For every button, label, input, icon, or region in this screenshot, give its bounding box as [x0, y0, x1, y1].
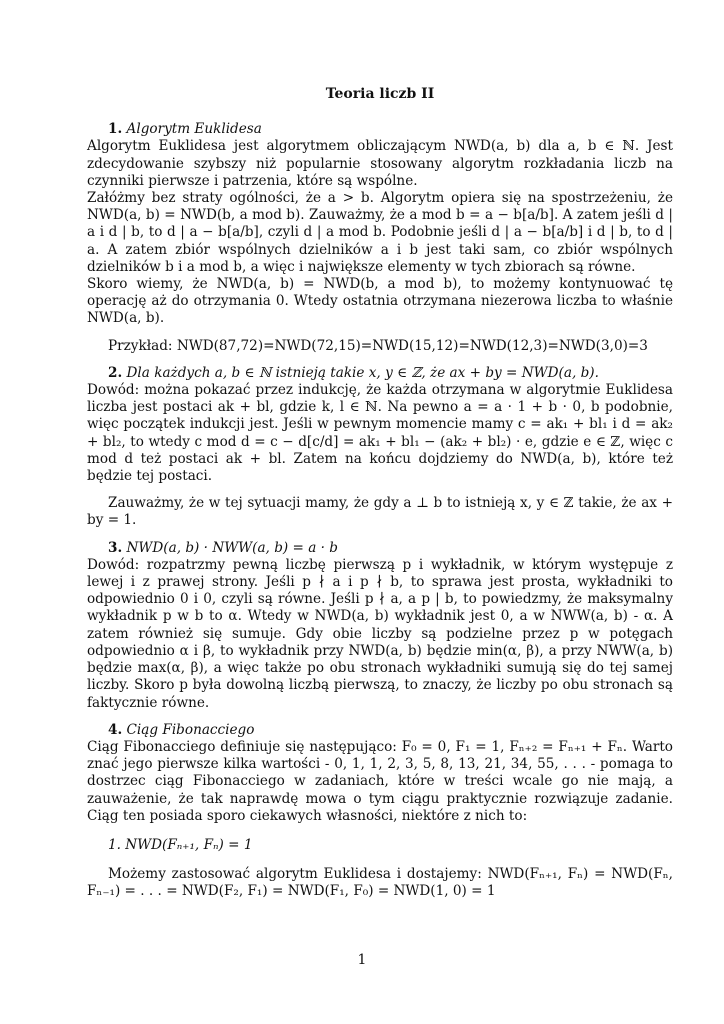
paragraph: Ciąg Fibonacciego definiuje się następująco: F₀ = 0, F₁ = 1, Fₙ₊₂ = Fₙ₊₁ + Fₙ. Warto znać jego pierwsze kilka wartości - 0, 1, 1, 2, 3, 5, 8, 13, 21, 34, 55, . . . - pomaga to dostrzec ciąg Fibonacciego w zadaniach, które w treści wcale go nie mają, a zauważenie, że tak naprawdę mowa o tym ciągu praktycznie rozwiązuje zadanie. Ciąg ten posiada sporo ciekawych własności, niektóre z nich to:: [87, 738, 673, 824]
page-number: 1: [357, 952, 367, 968]
section-fibonacci: [87, 722, 673, 901]
example-line: Przykład: NWD(87,72)=NWD(72,15)=NWD(15,12)=NWD(12,3)=NWD(3,0)=3: [108, 337, 648, 354]
section-number: 3.: [108, 539, 123, 556]
spacer: [87, 712, 673, 722]
paragraph: Dowód: można pokazać przez indukcję, że każda otrzymana w algorytmie Euklidesa liczba jest postaci ak + bl, gdzie k, l ∈ ℕ. Na pewno a = a · 1 + b · 0, b podobnie, więc początek indukcji jest. Jeśli w pewnym momencie mamy c = ak₁ + bl₁ i d = ak₂ + bl₂, to wtedy c mod d = c − d[c/d] = ak₁ + bl₁ − (ak₂ + bl₂) · e, gdzie e ∈ ℤ, więc c mod d też postaci ak + bl. Zatem na końcu dojdziemy do NWD(a, b), które też będzie tej postaci.: [87, 382, 673, 485]
section-euclid: [87, 121, 673, 355]
section-heading: [87, 722, 673, 739]
section-title: Algorytm Euklidesa: [126, 121, 262, 138]
section-heading: [87, 121, 673, 138]
subitem-heading: 1. NWD(Fₙ₊₁, Fₙ) = 1: [108, 836, 253, 853]
document-title: Teoria liczb II: [325, 86, 435, 102]
note-line: Zauważmy, że w tej sytuacji mamy, że gdy a ⊥ b to istnieją x, y ∈ ℤ takie, że ax + by = 1.: [87, 495, 673, 529]
section-number: 4.: [108, 721, 123, 738]
section-heading: [87, 540, 673, 557]
section-number: 1.: [108, 121, 123, 138]
subitem-text: Możemy zastosować algorytm Euklidesa i dostajemy: NWD(Fₙ₊₁, Fₙ) = NWD(Fₙ, Fₙ₋₁) = . . . = NWD(F₂, F₁) = NWD(F₁, F₀) = NWD(1, 0) = 1: [87, 866, 673, 900]
section-title: NWD(a, b) · NWW(a, b) = a · b: [126, 539, 339, 556]
section-bezout: [87, 365, 673, 530]
paragraph: Załóżmy bez straty ogólności, że a > b. Algorytm opiera się na spostrzeżeniu, że NWD(a, b) = NWD(b, a mod b). Zauważmy, że a mod b = a − b[a/b]. A zatem jeśli d | a i d | b, to d | a − b[a/b], czyli d | a mod b. Podobnie jeśli d | a − b[a/b] i d | b, to d | a. A zatem zbiór wspólnych dzielników a i b jest taki sam, co zbiór wspólnych dzielników b i a mod b, a więc i największe elementy w tych zbiorach są równe.: [87, 190, 673, 275]
document-page: [87, 80, 673, 901]
section-heading: [87, 365, 673, 382]
section-gcd-lcm: [87, 540, 673, 712]
section-title: Dla każdych a, b ∈ ℕ istnieją takie x, y ∈ ℤ, że ax + by = NWD(a, b).: [126, 364, 599, 381]
paragraph: Algorytm Euklidesa jest algorytmem obliczającym NWD(a, b) dla a, b ∈ ℕ. Jest zdecydowanie szybszy niż popularnie stosowany algorytm rozkładania liczb na czynniki pierwsze i patrzenia, które są wspólne.: [87, 138, 673, 189]
paragraph: Dowód: rozpatrzmy pewną liczbę pierwszą p i wykładnik, w którym występuje z lewej i z prawej strony. Jeśli p ∤ a i p ∤ b, to sprawa jest prosta, wykładniki to odpowiednio 0 i 0, czyli są równe. Jeśli p ∤ a, a p | b, to powiedzmy, że maksymalny wykładnik p w b to α. Wtedy w NWD(a, b) wykładnik jest 0, a w NWW(a, b) - α. A zatem również się sumuje. Gdy obie liczby są podzielne przez p w potęgach odpowiednio α i β, to wykładnik przy NWD(a, b) będzie min(α, β), a przy NWW(a, b) będzie max(α, β), a więc także po obu stronach wykładniki sumują się do tej samej liczby. Skoro p była dowolną liczbą pierwszą, to znaczy, że liczby po obu stronach są faktycznie równe.: [87, 556, 673, 711]
section-number: 2.: [108, 364, 123, 381]
paragraph: Skoro wiemy, że NWD(a, b) = NWD(b, a mod b), to możemy kontynuować tę operację aż do otrzymania 0. Wtedy ostatnia otrzymana niezerowa liczba to właśnie NWD(a, b).: [87, 276, 673, 327]
section-title: Ciąg Fibonacciego: [126, 721, 255, 738]
